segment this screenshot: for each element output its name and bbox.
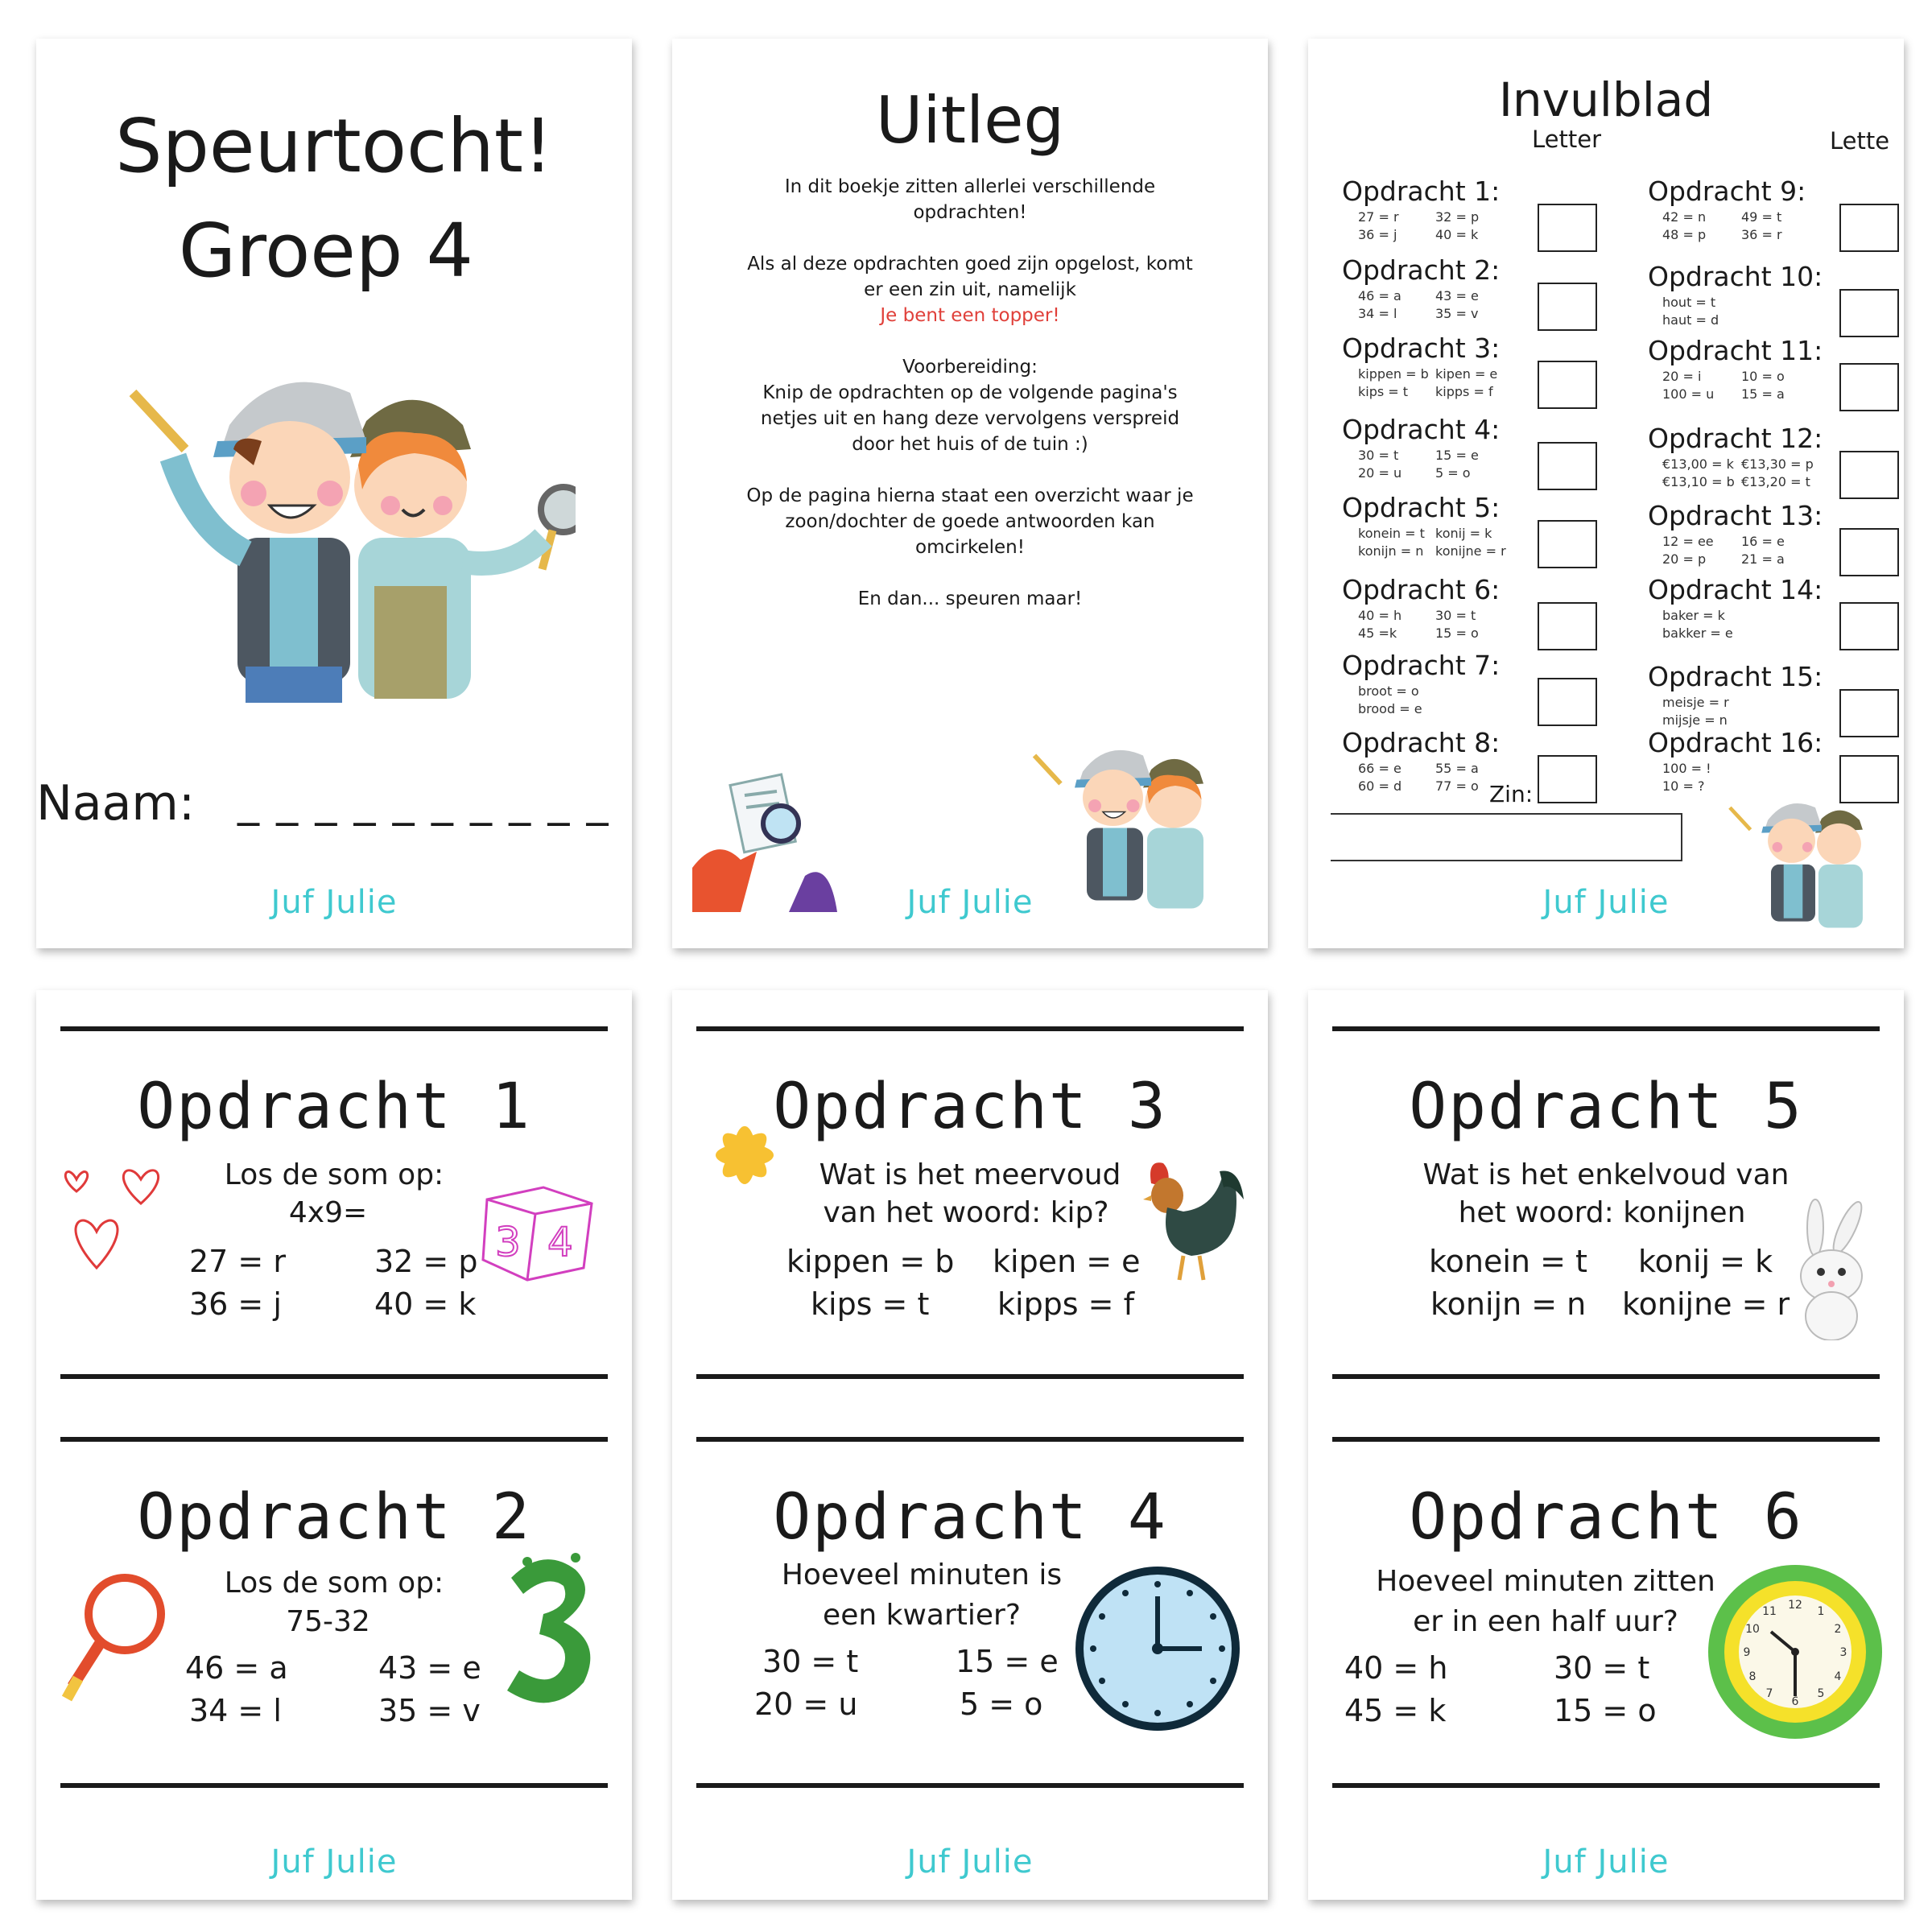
answer-hint: kips = t — [1358, 384, 1409, 399]
answer-hint: 60 = d — [1358, 778, 1402, 794]
card-question: Wat is het enkelvoud van — [1422, 1158, 1790, 1191]
cut-line — [696, 1437, 1244, 1442]
cover-title-line1: Speurtocht! — [115, 103, 553, 189]
uitleg-p1: In dit boekje zitten allerlei verschillende opdrachten! — [784, 176, 1156, 223]
answer-hint: kipps = f — [1435, 384, 1493, 399]
opdracht-label: Opdracht 11: — [1648, 335, 1823, 366]
card-question: Los de som op: — [224, 1158, 444, 1191]
magnifier-icon — [60, 1566, 173, 1711]
card-question: 4x9= — [288, 1196, 368, 1229]
svg-text:9: 9 — [1743, 1646, 1751, 1659]
svg-text:3: 3 — [495, 1219, 521, 1265]
invulblad-page — [1308, 39, 1904, 948]
zin-field[interactable] — [1331, 813, 1682, 861]
answer-hint: 30 = t — [1358, 448, 1399, 463]
answer-option[interactable]: konijn = n — [1430, 1286, 1587, 1322]
cards-page-a — [36, 990, 632, 1900]
answer-hint: 20 = i — [1662, 369, 1702, 384]
card-question: een kwartier? — [823, 1599, 1021, 1632]
cover-title-line2: Groep 4 — [178, 208, 474, 294]
card-title: Opdracht 5 — [1409, 1071, 1803, 1143]
card-question: Wat is het meervoud — [819, 1158, 1121, 1191]
letter-box[interactable] — [1839, 204, 1899, 252]
opdracht-label: Opdracht 5: — [1342, 492, 1501, 523]
cut-line — [60, 1783, 608, 1788]
answer-option[interactable]: kippen = b — [786, 1244, 955, 1279]
uitleg-p3-heading: Voorbereiding: — [902, 357, 1038, 378]
answer-hint: mijsje = n — [1662, 712, 1728, 728]
uitleg-title: Uitleg — [875, 83, 1065, 158]
answer-hint: konijne = r — [1435, 543, 1506, 559]
answer-option[interactable]: 30 = t — [762, 1644, 859, 1679]
answer-option[interactable]: konijne = r — [1622, 1286, 1790, 1322]
answer-hint: 15 = e — [1435, 448, 1479, 463]
name-line: _ _ _ _ _ _ _ _ _ _ — [237, 775, 610, 826]
answer-hint: 36 = j — [1358, 227, 1397, 242]
answer-hint: 40 = h — [1358, 608, 1402, 623]
cut-line — [1332, 1437, 1880, 1442]
answer-option[interactable]: 15 = e — [956, 1644, 1059, 1679]
svg-text:10: 10 — [1745, 1623, 1760, 1636]
opdracht-label: Opdracht 14: — [1648, 574, 1823, 605]
answer-option[interactable]: 40 = k — [374, 1286, 477, 1322]
brand-logo: Juf Julie — [906, 884, 1034, 921]
cards-page-c — [1308, 990, 1904, 1900]
cover-page — [36, 39, 632, 948]
card-title: Opdracht 1 — [137, 1071, 531, 1143]
cut-line — [60, 1437, 608, 1442]
uitleg-p5: En dan... speuren maar! — [857, 588, 1083, 609]
letter-box[interactable] — [1538, 520, 1597, 568]
opdracht-label: Opdracht 2: — [1342, 254, 1501, 286]
card-question: Hoeveel minuten is — [781, 1558, 1063, 1591]
card-question: 75-32 — [286, 1605, 370, 1638]
answer-hint: konij = k — [1435, 526, 1492, 541]
opdracht-label: Opdracht 12: — [1648, 423, 1823, 454]
card-title: Opdracht 4 — [773, 1481, 1167, 1554]
letter-box[interactable] — [1538, 361, 1597, 409]
answer-option[interactable]: 45 = k — [1344, 1693, 1447, 1728]
clock-icon — [1069, 1560, 1246, 1737]
opdracht-label: Opdracht 10: — [1648, 261, 1823, 292]
opdracht-label: Opdracht 13: — [1648, 500, 1823, 531]
answer-option[interactable]: 46 = a — [185, 1650, 288, 1686]
svg-text:4: 4 — [547, 1219, 573, 1265]
card-question: Los de som op: — [224, 1567, 444, 1600]
answer-hint: 10 = o — [1741, 369, 1785, 384]
letter-box[interactable] — [1538, 283, 1597, 331]
svg-text:11: 11 — [1762, 1605, 1777, 1618]
brand-logo: Juf Julie — [1542, 1843, 1670, 1880]
uitleg-p2: Als al deze opdrachten goed zijn opgelost, komt er een zin uit, namelijk — [747, 254, 1193, 300]
flower-icon — [692, 1103, 797, 1208]
card-question: het woord: konijnen — [1458, 1196, 1746, 1229]
opdracht-label: Opdracht 1: — [1342, 175, 1501, 207]
answer-hint: broot = o — [1358, 683, 1419, 699]
answer-hint: 100 = u — [1662, 386, 1715, 402]
uitleg-text — [745, 174, 1195, 612]
answer-hint: 10 = ? — [1662, 778, 1705, 794]
answer-hint: €13,00 = k — [1662, 456, 1734, 472]
answer-hint: 20 = p — [1662, 551, 1707, 567]
answer-hint: 12 = ee — [1662, 534, 1714, 549]
answer-hint: 30 = t — [1435, 608, 1476, 623]
wall-clock-icon — [1707, 1563, 1884, 1740]
answer-hint: konein = t — [1358, 526, 1425, 541]
uitleg-page — [672, 39, 1268, 948]
zin-label: Zin: — [1489, 781, 1534, 807]
answer-hint: konijn = n — [1358, 543, 1424, 559]
letter-box[interactable] — [1839, 689, 1899, 737]
answer-hint: brood = e — [1358, 701, 1422, 716]
opdracht-label: Opdracht 9: — [1648, 175, 1806, 207]
opdracht-label: Opdracht 6: — [1342, 574, 1501, 605]
answer-hint: 5 = o — [1435, 465, 1471, 481]
answer-hint: kippen = b — [1358, 366, 1429, 382]
letter-box[interactable] — [1538, 204, 1597, 252]
brand-logo: Juf Julie — [270, 884, 398, 921]
answer-hint: 27 = r — [1358, 209, 1399, 225]
hearts-icon — [60, 1155, 173, 1276]
cut-line — [696, 1374, 1244, 1379]
uitleg-p4: Op de pagina hierna staat een overzicht waar je zoon/dochter de goede antwoorden kan omcirkelen! — [746, 485, 1194, 558]
svg-text:8: 8 — [1748, 1670, 1757, 1683]
answer-option[interactable]: 43 = e — [378, 1650, 481, 1686]
cut-line — [60, 1374, 608, 1379]
card-question: Hoeveel minuten zitten — [1376, 1565, 1715, 1598]
answer-hint: kipen = e — [1435, 366, 1498, 382]
cut-line — [1332, 1026, 1880, 1031]
answer-hint: 36 = r — [1741, 227, 1782, 242]
answer-option[interactable]: 30 = t — [1554, 1650, 1650, 1686]
letter-header-left: Letter — [1532, 126, 1601, 153]
answer-option[interactable]: kipen = e — [993, 1244, 1141, 1279]
answer-hint: €13,20 = t — [1741, 474, 1810, 489]
answer-option[interactable]: 32 = p — [374, 1244, 478, 1279]
cards-page-b — [672, 990, 1268, 1900]
opdracht-label: Opdracht 3: — [1342, 332, 1501, 364]
opdracht-label: Opdracht 4: — [1342, 414, 1501, 445]
cut-line — [1332, 1374, 1880, 1379]
letter-box[interactable] — [1538, 442, 1597, 490]
answer-option[interactable]: 34 = l — [189, 1693, 282, 1728]
cut-line — [696, 1026, 1244, 1031]
answer-hint: 16 = e — [1741, 534, 1785, 549]
answer-hint: 15 = a — [1741, 386, 1785, 402]
answer-option[interactable]: 20 = u — [754, 1686, 858, 1722]
svg-text:5: 5 — [1817, 1687, 1825, 1700]
brand-logo: Juf Julie — [906, 1843, 1034, 1880]
opdracht-label: Opdracht 16: — [1648, 727, 1823, 758]
answer-hint: 48 = p — [1662, 227, 1707, 242]
answer-hint: 34 = l — [1358, 306, 1397, 321]
letter-header-right: Lette — [1830, 127, 1890, 155]
svg-text:6: 6 — [1791, 1695, 1799, 1708]
letter-box[interactable] — [1538, 755, 1597, 803]
answer-hint: 32 = p — [1435, 209, 1480, 225]
answer-hint: 20 = u — [1358, 465, 1402, 481]
uitleg-highlight: Je bent een topper! — [880, 305, 1060, 326]
answer-hint: bakker = e — [1662, 625, 1733, 641]
bunny-icon — [1779, 1195, 1884, 1340]
cut-line — [1332, 1783, 1880, 1788]
answer-hint: 35 = v — [1435, 306, 1479, 321]
svg-text:3: 3 — [1839, 1646, 1847, 1659]
letter-box[interactable] — [1839, 363, 1899, 411]
card-title: Opdracht 2 — [137, 1481, 531, 1554]
answer-option[interactable]: kipps = f — [997, 1286, 1134, 1322]
answer-option[interactable]: 40 = h — [1344, 1650, 1448, 1686]
letter-box[interactable] — [1839, 602, 1899, 650]
answer-option[interactable]: 5 = o — [960, 1686, 1043, 1722]
answer-hint: 40 = k — [1435, 227, 1479, 242]
svg-text:1: 1 — [1817, 1605, 1825, 1618]
answer-option[interactable]: konij = k — [1638, 1244, 1773, 1279]
card-question: van het woord: kip? — [823, 1196, 1109, 1229]
card-title: Opdracht 6 — [1409, 1481, 1803, 1554]
answer-hint: 77 = o — [1435, 778, 1479, 794]
letter-box[interactable] — [1538, 678, 1597, 726]
letter-box[interactable] — [1839, 451, 1899, 499]
brand-logo: Juf Julie — [270, 1843, 398, 1880]
answer-option[interactable]: kips = t — [811, 1286, 930, 1322]
name-label: Naam: — [36, 775, 196, 832]
answer-hint: 21 = a — [1741, 551, 1785, 567]
answer-option[interactable]: 35 = v — [378, 1693, 481, 1728]
answer-hint: 15 = o — [1435, 625, 1479, 641]
answer-hint: €13,30 = p — [1741, 456, 1814, 472]
answer-hint: 49 = t — [1741, 209, 1782, 225]
explorer-kids-icon — [125, 345, 576, 707]
answer-hint: €13,10 = b — [1662, 474, 1735, 489]
answer-hint: 43 = e — [1435, 288, 1479, 303]
dice-icon — [471, 1159, 608, 1288]
card-question: er in een half uur? — [1413, 1605, 1678, 1638]
answer-hint: 55 = a — [1435, 761, 1479, 776]
answer-hint: meisje = r — [1662, 695, 1729, 710]
invulblad-title: Invulblad — [1498, 72, 1714, 127]
card-title: Opdracht 3 — [773, 1071, 1167, 1143]
number-3-icon — [495, 1546, 608, 1715]
answer-hint: hout = t — [1662, 295, 1716, 310]
letter-box[interactable] — [1538, 602, 1597, 650]
cut-line — [696, 1783, 1244, 1788]
letter-box[interactable] — [1839, 528, 1899, 576]
svg-text:2: 2 — [1834, 1623, 1842, 1636]
opdracht-label: Opdracht 15: — [1648, 661, 1823, 692]
answer-hint: 42 = n — [1662, 209, 1707, 225]
svg-text:7: 7 — [1765, 1687, 1773, 1700]
answer-option[interactable]: 36 = j — [189, 1286, 282, 1322]
svg-text:4: 4 — [1834, 1670, 1842, 1683]
svg-text:12: 12 — [1788, 1599, 1802, 1612]
answer-hint: 100 = ! — [1662, 761, 1711, 776]
answer-option[interactable]: 15 = o — [1554, 1693, 1657, 1728]
brand-logo: Juf Julie — [1542, 884, 1670, 921]
opdracht-label: Opdracht 8: — [1342, 727, 1501, 758]
answer-hint: haut = d — [1662, 312, 1719, 328]
answer-option[interactable]: 27 = r — [189, 1244, 286, 1279]
letter-box[interactable] — [1839, 289, 1899, 337]
opdracht-label: Opdracht 7: — [1342, 650, 1501, 681]
answer-hint: 46 = a — [1358, 288, 1402, 303]
rooster-icon — [1135, 1151, 1248, 1288]
cut-line — [60, 1026, 608, 1031]
answer-option[interactable]: konein = t — [1429, 1244, 1587, 1279]
answer-hint: 45 =k — [1358, 625, 1397, 641]
answer-hint: baker = k — [1662, 608, 1725, 623]
answer-hint: 66 = e — [1358, 761, 1402, 776]
uitleg-p3: Knip de opdrachten op de volgende pagina's netjes uit en hang deze vervolgens verspreid door het huis of de tuin :) — [760, 382, 1180, 455]
